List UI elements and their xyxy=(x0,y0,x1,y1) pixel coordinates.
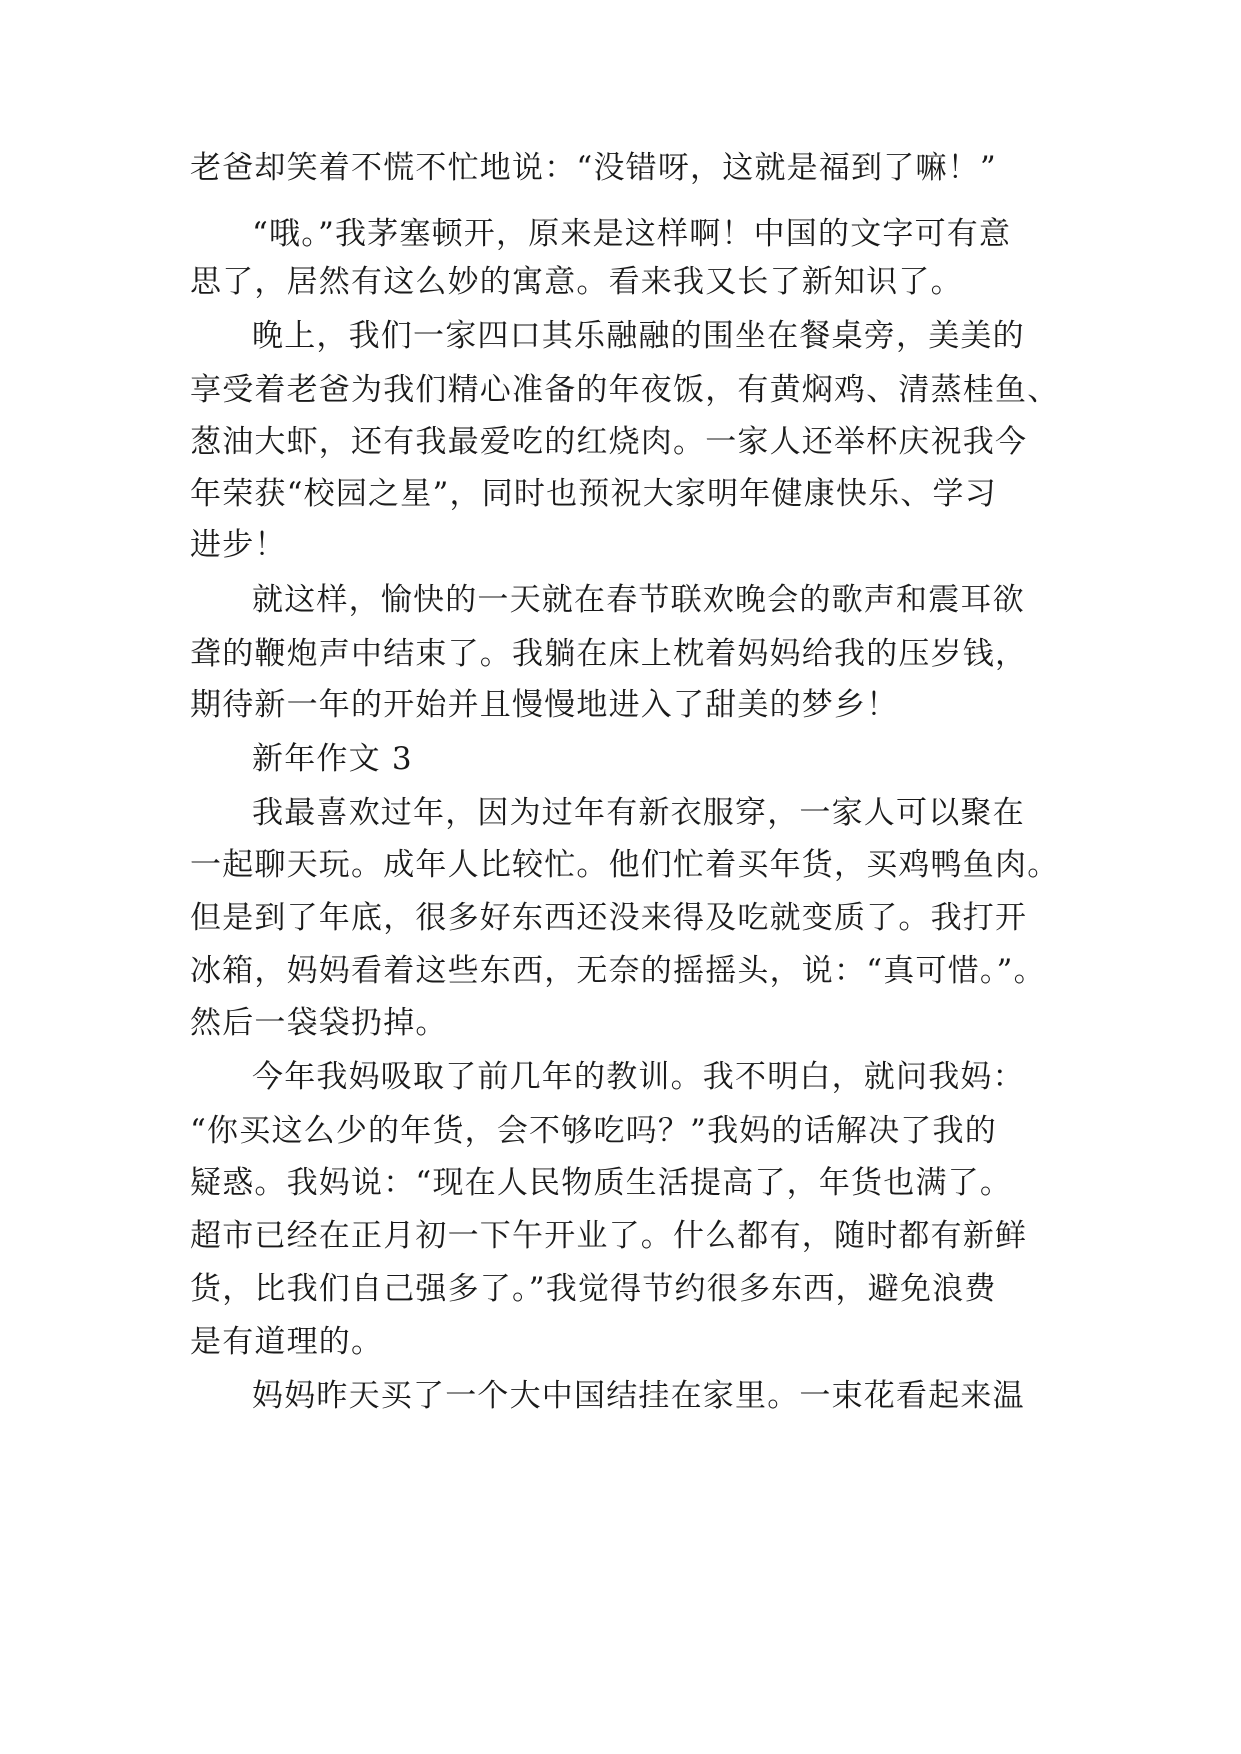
text-line: 老爸却笑着不慌不忙地说：“没错呀，这就是福到了嘛！” xyxy=(190,150,997,186)
text-line: 今年我妈吸取了前几年的教训。我不明白，就问我妈： xyxy=(252,1059,1025,1095)
text-line: 期待新一年的开始并且慢慢地进入了甜美的梦乡！ xyxy=(190,687,899,723)
text-line: 但是到了年底，很多好东西还没来得及吃就变质了。我打开 xyxy=(190,900,1028,936)
text-line: “哦。”我茅塞顿开，原来是这样啊！中国的文字可有意 xyxy=(252,216,1012,252)
text-line: 就这样，愉快的一天就在春节联欢晚会的歌声和震耳欲 xyxy=(252,582,1025,618)
text-line: 一起聊天玩。成年人比较忙。他们忙着买年货，买鸡鸭鱼肉。 xyxy=(190,847,1060,883)
text-line: 超市已经在正月初一下午开业了。什么都有，随时都有新鲜 xyxy=(190,1218,1028,1254)
text-line: 聋的鞭炮声中结束了。我躺在床上枕着妈妈给我的压岁钱， xyxy=(190,636,1028,672)
text-line: 妈妈昨天买了一个大中国结挂在家里。一束花看起来温 xyxy=(252,1378,1025,1414)
text-line: 享受着老爸为我们精心准备的年夜饭，有黄焖鸡、清蒸桂鱼、 xyxy=(190,372,1060,408)
text-line: 疑惑。我妈说：“现在人民物质生活提高了，年货也满了。 xyxy=(190,1165,1013,1201)
text-line: 晚上，我们一家四口其乐融融的围坐在餐桌旁，美美的 xyxy=(252,318,1025,354)
text-line: “你买这么少的年货，会不够吃吗？”我妈的话解决了我的 xyxy=(190,1113,997,1149)
text-line: 年荣获“校园之星”，同时也预祝大家明年健康快乐、学习 xyxy=(190,476,997,512)
section-heading: 新年作文 3 xyxy=(252,741,413,777)
text-line: 我最喜欢过年，因为过年有新衣服穿，一家人可以聚在 xyxy=(252,795,1025,831)
text-line: 货，比我们自己强多了。”我觉得节约很多东西，避免浪费 xyxy=(190,1271,997,1307)
text-line: 然后一袋袋扔掉。 xyxy=(190,1005,448,1041)
text-line: 冰箱，妈妈看着这些东西，无奈的摇摇头，说：“真可惜。”。 xyxy=(190,953,1046,989)
text-line: 进步！ xyxy=(190,527,287,563)
text-line: 思了，居然有这么妙的寓意。看来我又长了新知识了。 xyxy=(190,264,963,300)
text-line: 是有道理的。 xyxy=(190,1324,384,1360)
text-line: 葱油大虾，还有我最爱吃的红烧肉。一家人还举杯庆祝我今 xyxy=(190,424,1028,460)
